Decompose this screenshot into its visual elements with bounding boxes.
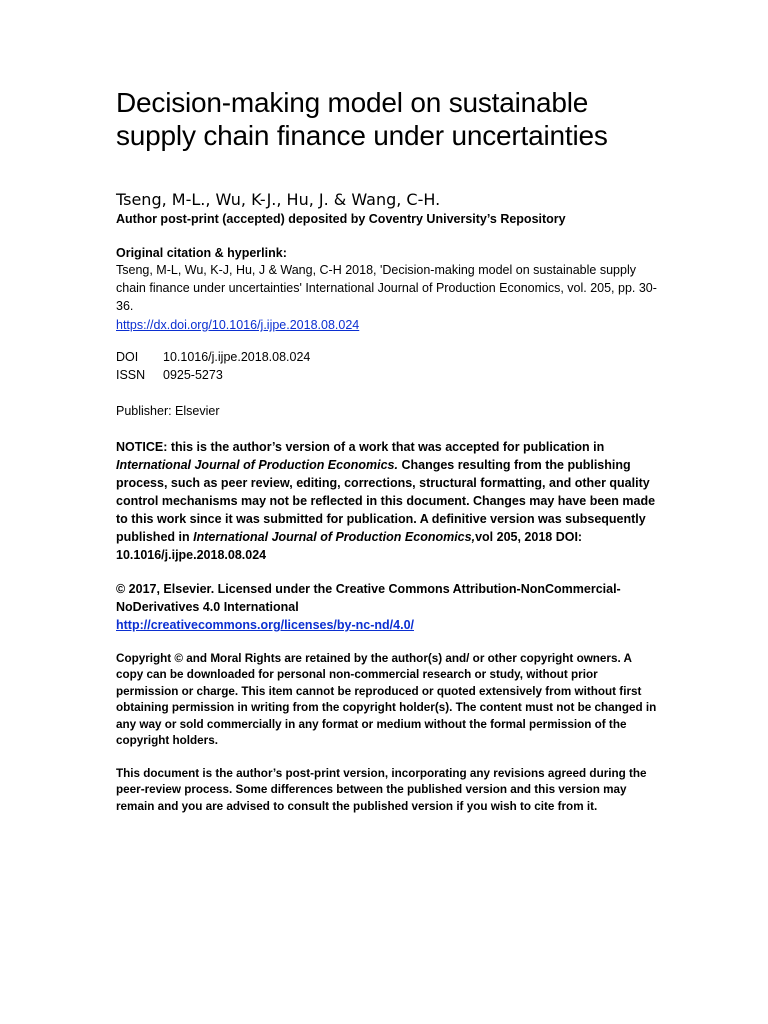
notice-text-1: NOTICE: this is the author’s version of a work that was accepted for publication in — [116, 440, 605, 454]
license-text: © 2017, Elsevier. Licensed under the Creative Commons Attribution-NonCommercial-NoDerivatives 4.0 International — [116, 582, 621, 614]
doi-label: DOI — [116, 350, 139, 364]
notice-text-2: Changes resulting from the publishing process, such as peer review, editing, corrections, structural formatting, and other quality control mechanisms may not be reflected in this document. Changes may have been made to this work since it was submitted for publication. A definitive version was subsequently published in — [116, 458, 656, 544]
license-link[interactable]: http://creativecommons.org/licenses/by-nc-nd/4.0/ — [116, 618, 414, 632]
license-paragraph — [116, 580, 661, 634]
doi-value: 10.1016/j.ijpe.2018.08.024 — [163, 350, 311, 364]
notice-journal-2: International Journal of Production Economics, — [193, 530, 476, 544]
doi-row — [116, 348, 310, 366]
publisher: Publisher: Elsevier — [116, 404, 220, 418]
author-list: Tseng, M-L., Wu, K-J., Hu, J. & Wang, C-H. — [116, 190, 441, 209]
copyright-paragraph: Copyright © and Moral Rights are retained by the author(s) and/ or other copyright owners. A copy can be downloaded for personal non-commercial research or study, without prior permission or charge. This item cannot be reproduced or quoted extensively from without first obtaining permission in writing from the copyright holder(s). The content must not be changed in any way or sold commercially in any format or medium without the formal permission of the copyright holders. — [116, 652, 657, 748]
notice-text-3: vol 205, 2018 DOI: 10.1016/j.ijpe.2018.08.024 — [116, 530, 583, 562]
issn-value: 0925-5273 — [163, 368, 223, 382]
deposit-note: Author post-print (accepted) deposited by Coventry University’s Repository — [116, 212, 566, 226]
citation-heading: Original citation & hyperlink: — [116, 246, 287, 260]
citation-text: Tseng, M-L, Wu, K-J, Hu, J & Wang, C-H 2018, 'Decision-making model on sustainable supply chain finance under uncertainties' International Journal of Production Economics, vol. 205, pp. 30-36. — [116, 263, 657, 313]
issn-label: ISSN — [116, 368, 146, 382]
paper-title: Decision-making model on sustainable supply chain finance under uncertainties — [116, 87, 608, 151]
notice-journal-1: International Journal of Production Economics. — [116, 458, 398, 472]
postprint-paragraph: This document is the author’s post-print version, incorporating any revisions agreed during the peer-review process. Some differences between the published version and this version may remain and you are advised to consult the published version if you wish to cite from it. — [116, 767, 647, 813]
citation-doi-link[interactable]: https://dx.doi.org/10.1016/j.ijpe.2018.08.024 — [116, 318, 360, 332]
issn-row — [116, 366, 223, 384]
notice-paragraph — [116, 438, 661, 564]
